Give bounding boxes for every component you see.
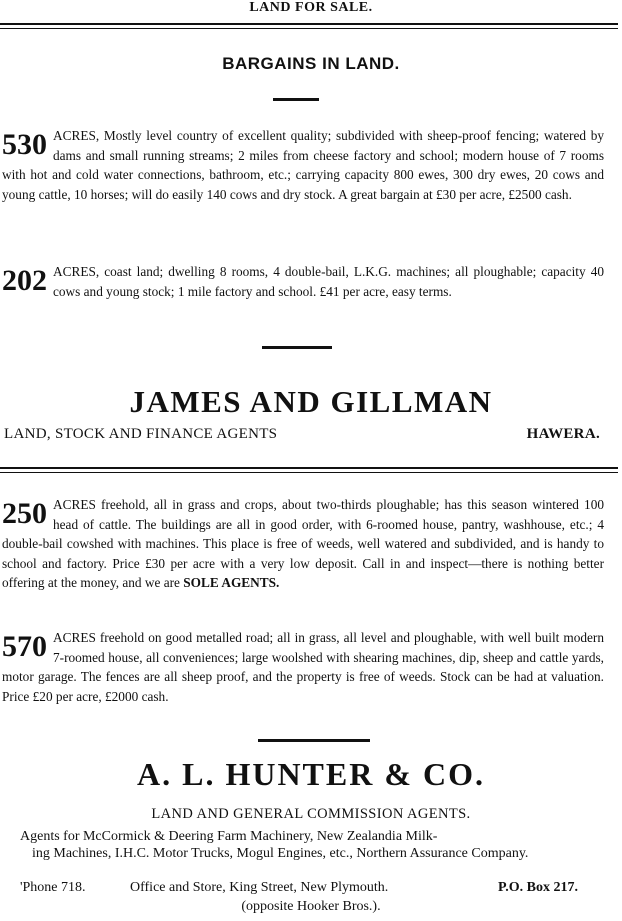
listing-202 (2, 262, 604, 301)
office-address: Office and Store, King Street, New Plymouth. (130, 880, 389, 895)
listing-number: 530 (2, 128, 47, 161)
section-divider (0, 467, 618, 469)
listing-number: 250 (2, 497, 47, 530)
agents-for-line-2: ing Machines, I.H.C. Motor Trucks, Mogul Engines, etc., Northern Assurance Company. (32, 846, 529, 861)
listing-number: 570 (2, 630, 47, 663)
firm-town: HAWERA. (526, 426, 600, 442)
section-divider-thin (0, 472, 618, 473)
firm-commission-line: LAND AND GENERAL COMMISSION AGENTS. (151, 806, 471, 822)
header-divider (0, 23, 618, 25)
firm-name: JAMES AND GILLMAN (129, 384, 493, 419)
short-divider (262, 346, 332, 349)
listing-250 (2, 495, 604, 593)
sole-agents-text: SOLE AGENTS. (183, 575, 280, 591)
short-divider (273, 98, 319, 101)
address-note: (opposite Hooker Bros.). (241, 899, 381, 914)
short-divider (258, 739, 370, 742)
po-box: P.O. Box 217. (498, 880, 578, 895)
listing-text: ACRES freehold, all in grass and crops, about two-thirds ploughable; has this season wintered 100 head of cattle. The buildings are all in good order, with 6-roomed house, pantry, washhouse, etc.; 4 double-bail cowshed with machines. This place is free of weeds, well watered and subdivided, and is handy to school and factory. Price £30 per acre with a very low deposit. Call in and inspect—there is nothing better offering at the money, and we are (2, 497, 604, 591)
listing-text: ACRES, Mostly level country of excellent quality; subdivided with sheep-proof fencing; watered by dams and small running streams; 2 miles from cheese factory and school; modern house of 7 rooms with hot and cold water connections, bathroom, etc.; carrying capacity 800 ewes, 300 dry ewes, 20 cows and young cattle, 10 horses; will do easily 140 cows and dry stock. A great bargain at £30 per acre, £2500 cash. (2, 128, 604, 202)
page-header-title: LAND FOR SALE. (249, 0, 373, 15)
header-divider-thin (0, 28, 618, 29)
listing-570 (2, 628, 604, 706)
section-heading: BARGAINS IN LAND. (222, 54, 400, 73)
firm-name: A. L. HUNTER & CO. (136, 756, 485, 792)
listing-text: ACRES, coast land; dwelling 8 rooms, 4 double-bail, L.K.G. machines; all ploughable; capacity 40 cows and young stock; 1 mile factory and school. £41 per acre, easy terms. (53, 264, 604, 299)
listing-number: 202 (2, 264, 47, 297)
agents-for-line-1: Agents for McCormick & Deering Farm Machinery, New Zealandia Milk- (20, 829, 438, 844)
listing-530 (2, 126, 604, 204)
firm-agents-line: LAND, STOCK AND FINANCE AGENTS (4, 426, 278, 442)
agents-for-text (20, 828, 594, 862)
phone-number: 'Phone 718. (20, 880, 86, 895)
listing-text: ACRES freehold on good metalled road; all in grass, all level and ploughable, with well built modern 7-roomed house, all conveniences; large woolshed with shearing machines, dip, sheep and cattle yards, motor garage. The fences are all sheep proof, and the property is free of weeds. Stock can be had at valuation. Price £20 per acre, £2000 cash. (2, 630, 604, 704)
